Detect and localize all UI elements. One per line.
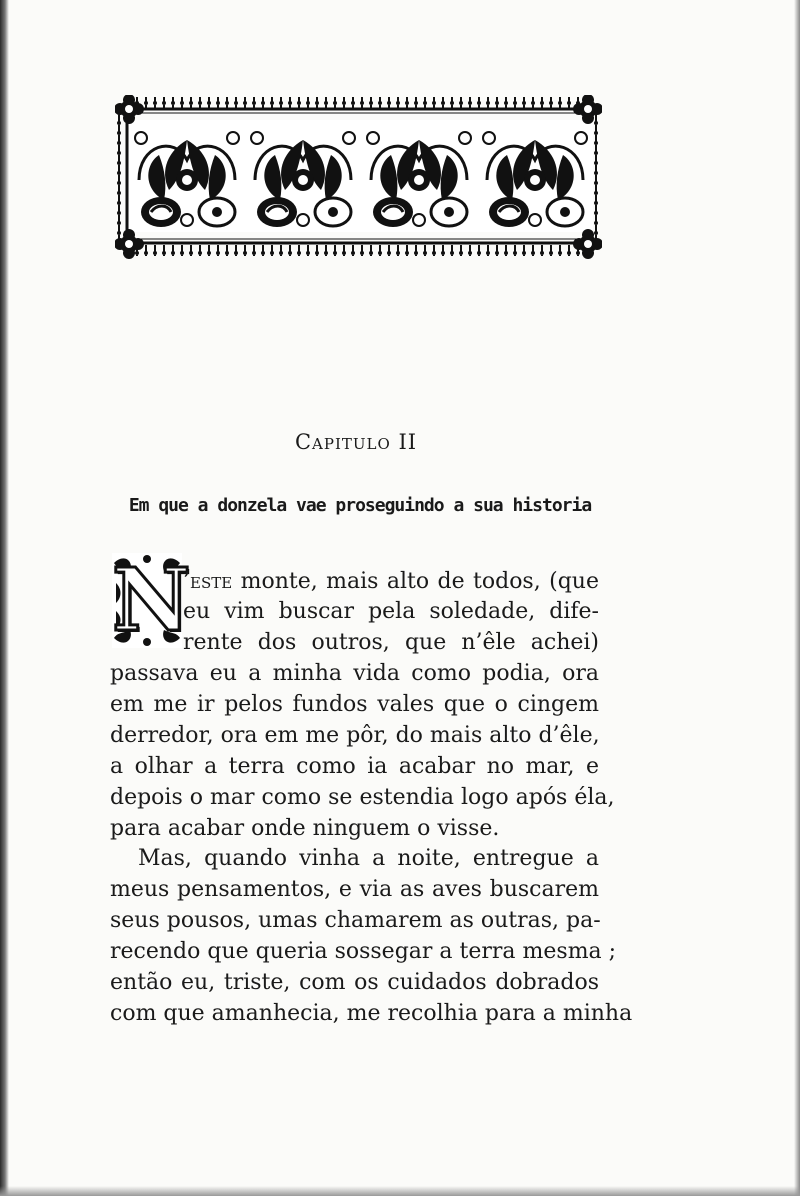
decorated-drop-cap [112, 550, 191, 651]
text-line: seus pousos, umas chamarem as outras, pa- [110, 908, 601, 933]
text-line: em me ir pelos fundos vales que o cingem [110, 692, 599, 717]
text-line: Mas, quando vinha a noite, entregue a [138, 846, 599, 871]
text-line: recendo que queria sossegar a terra mesma ; [110, 939, 617, 964]
text-line: com que amanhecia, me recolhia para a minha [110, 1001, 633, 1026]
text-line: meus pensamentos, e via as aves buscarem [110, 877, 599, 902]
text-line: então eu, triste, com os cuidados dobrados [110, 970, 599, 995]
chapter-heading: Capitulo II [294, 430, 418, 454]
line-text: monte, mais alto de todos, (que [232, 569, 599, 594]
text-line: derredor, ora em me pôr, do mais alto d’êle, [110, 723, 600, 748]
first-word-small-caps: ’este [183, 569, 233, 594]
page-edge-left [0, 0, 9, 1196]
text-line: rente dos outros, que n’êle achei) [183, 630, 599, 655]
chapter-subtitle: Em que a donzela vae proseguindo a sua historia [128, 495, 592, 516]
page-edge-right [794, 0, 800, 1196]
text-line: para acabar onde ninguem o visse. [110, 816, 500, 841]
text-line: passava eu a minha vida como podia, ora [110, 661, 599, 686]
text-line: eu vim buscar pela soledade, dife- [183, 599, 599, 624]
floral-ornament-banner [115, 95, 602, 259]
drop-cap-letter: N [112, 550, 191, 651]
text-line [183, 566, 599, 598]
text-line: a olhar a terra como ia acabar no mar, e [110, 754, 599, 779]
text-line: depois o mar como se estendia logo após éla, [110, 785, 615, 810]
page-edge-bottom [0, 1186, 800, 1196]
